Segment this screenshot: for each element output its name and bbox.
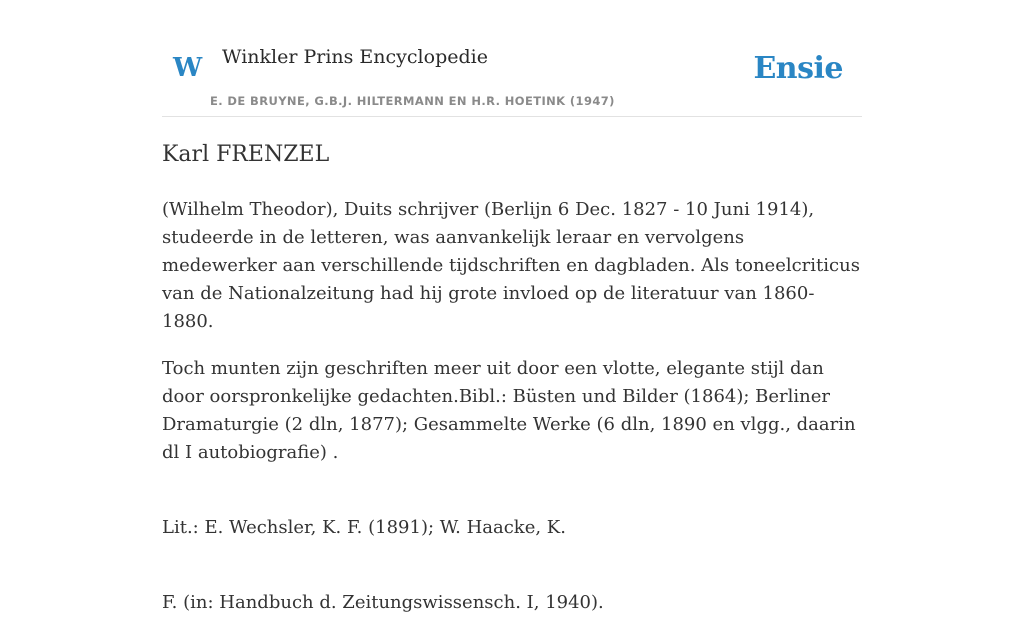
paragraph-gap (162, 486, 864, 514)
article-paragraph: (Wilhelm Theodor), Duits schrijver (Berlijn 6 Dec. 1827 - 10 Juni 1914), studeerde in de letteren, was aanvankelijk leraar en vervolgens medewerker aan verschillende tijdschriften en dagbladen. Als toneelcriticus van de Nationalzeitung had hij grote invloed op de literatuur van 1860-1880. (162, 199, 860, 332)
paragraph-gap (162, 561, 864, 589)
literature-paragraph: F. (in: Handbuch d. Zeitungswissensch. I, 1940). (162, 592, 604, 613)
site-header (162, 40, 862, 117)
literature-paragraph: Lit.: E. Wechsler, K. F. (1891); W. Haacke, K. (162, 517, 566, 538)
article-paragraph: Toch munten zijn geschriften meer uit door een vlotte, elegante stijl dan door oorspronkelijke gedachten.Bibl.: Büsten und Bilder (1864); Berliner Dramaturgie (2 dln, 1877); Gesammelte Werke (6 dln, 1890 en vlgg., daarin dl I autobiografie) . (162, 358, 856, 463)
site-title[interactable]: Winkler Prins Encyclopedie (222, 46, 488, 68)
article (162, 138, 864, 636)
winkler-prins-logo-icon[interactable]: W (173, 53, 203, 83)
ensie-home-link[interactable]: Ensie (753, 51, 843, 86)
article-title: Karl FRENZEL (162, 142, 330, 167)
source-authors: E. DE BRUYNE, G.B.J. HILTERMANN EN H.R. HOETINK (1947) (210, 94, 615, 108)
